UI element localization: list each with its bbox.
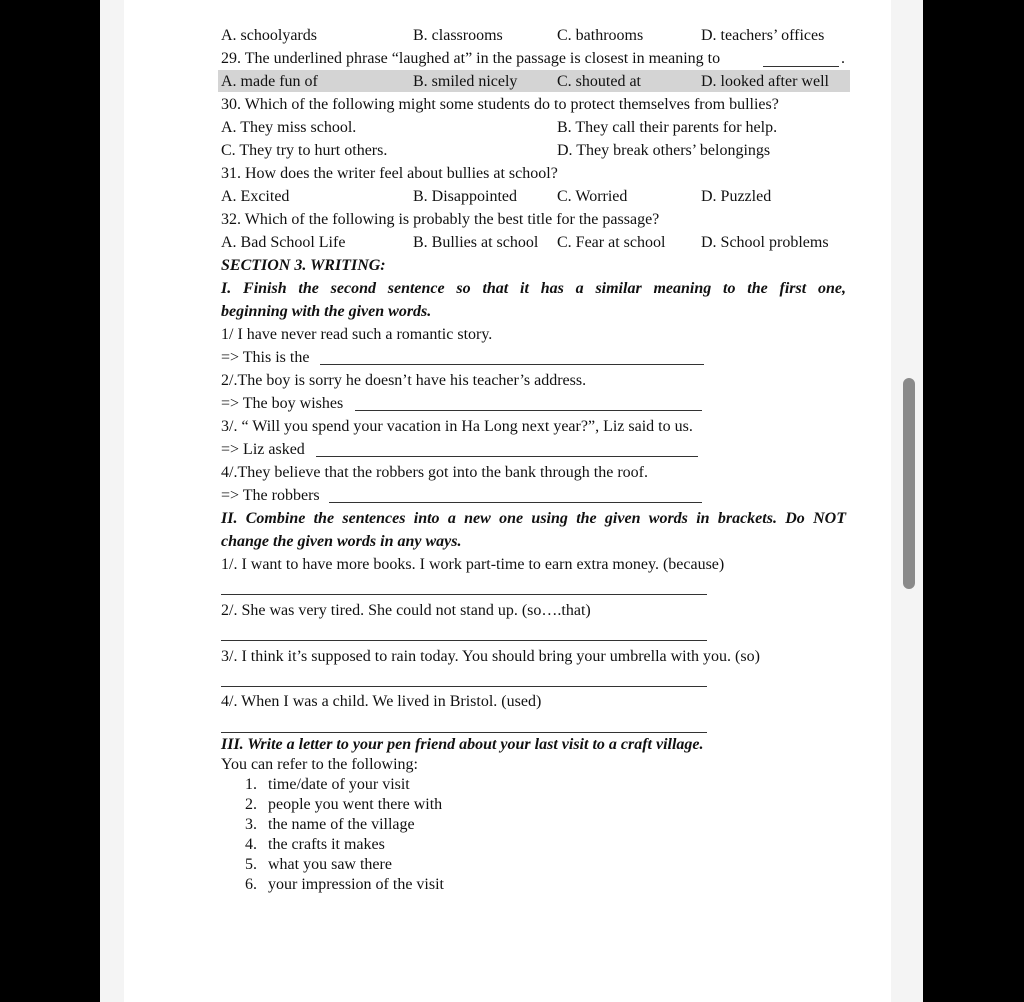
list-number: 1.: [245, 776, 257, 793]
answer-line[interactable]: [329, 502, 702, 503]
option[interactable]: A. They miss school.: [221, 119, 357, 136]
option[interactable]: A. made fun of: [221, 73, 318, 90]
rewrite-prompt: => This is the: [221, 349, 310, 366]
vertical-scrollbar-thumb[interactable]: [903, 378, 915, 589]
option[interactable]: D. School problems: [701, 234, 829, 251]
question-stem: 30. Which of the following might some students do to protect themselves from bullies?: [221, 96, 779, 113]
list-number: 2.: [245, 796, 257, 813]
rewrite-sentence: 2/.The boy is sorry he doesn’t have his teacher’s address.: [221, 372, 587, 389]
option[interactable]: C. Fear at school: [557, 234, 666, 251]
list-item: what you saw there: [268, 856, 392, 873]
option[interactable]: A. Excited: [221, 188, 290, 205]
answer-line[interactable]: [221, 732, 707, 733]
part2-instruction-cont: change the given words in any ways.: [221, 533, 462, 550]
question-stem-end: .: [841, 50, 845, 67]
rewrite-prompt: => Liz asked: [221, 441, 305, 458]
list-number: 4.: [245, 836, 257, 853]
option[interactable]: D. They break others’ belongings: [557, 142, 771, 159]
option[interactable]: C. shouted at: [557, 73, 641, 90]
answer-line[interactable]: [221, 640, 707, 641]
option[interactable]: D. looked after well: [701, 73, 829, 90]
combine-item: 1/. I want to have more books. I work part-time to earn extra money. (because): [221, 556, 725, 573]
answer-line[interactable]: [320, 364, 704, 365]
part2-instruction: II. Combine the sentences into a new one using the given words in brackets. Do NOT: [221, 510, 846, 527]
list-item: people you went there with: [268, 796, 443, 813]
rewrite-sentence: 4/.They believe that the robbers got into the bank through the roof.: [221, 464, 648, 481]
part3-intro: You can refer to the following:: [221, 756, 418, 773]
answer-line[interactable]: [316, 456, 698, 457]
answer-blank: [763, 66, 839, 67]
list-item: time/date of your visit: [268, 776, 410, 793]
option[interactable]: B. Bullies at school: [413, 234, 539, 251]
list-number: 5.: [245, 856, 257, 873]
part1-instruction: I. Finish the second sentence so that it has a similar meaning to the first one,: [221, 280, 846, 297]
question-stem: 31. How does the writer feel about bullies at school?: [221, 165, 558, 182]
combine-item: 2/. She was very tired. She could not stand up. (so….that): [221, 602, 591, 619]
option[interactable]: C. bathrooms: [557, 27, 644, 44]
rewrite-prompt: => The robbers: [221, 487, 320, 504]
list-item: the name of the village: [268, 816, 415, 833]
option[interactable]: A. Bad School Life: [221, 234, 346, 251]
list-item: your impression of the visit: [268, 876, 444, 893]
combine-item: 3/. I think it’s supposed to rain today. You should bring your umbrella with you. (so): [221, 648, 760, 665]
list-number: 6.: [245, 876, 257, 893]
answer-line[interactable]: [355, 410, 702, 411]
option[interactable]: B. Disappointed: [413, 188, 517, 205]
answer-line[interactable]: [221, 594, 707, 595]
part3-title: III. Write a letter to your pen friend about your last visit to a craft village.: [221, 736, 704, 753]
answer-line[interactable]: [221, 686, 707, 687]
option[interactable]: C. Worried: [557, 188, 628, 205]
option[interactable]: A. schoolyards: [221, 27, 317, 44]
rewrite-sentence: 1/ I have never read such a romantic story.: [221, 326, 493, 343]
option[interactable]: D. Puzzled: [701, 188, 772, 205]
option[interactable]: B. smiled nicely: [413, 73, 518, 90]
part1-instruction-cont: beginning with the given words.: [221, 303, 432, 320]
question-stem: 29. The underlined phrase “laughed at” in the passage is closest in meaning to: [221, 50, 721, 67]
option[interactable]: B. They call their parents for help.: [557, 119, 778, 136]
option[interactable]: B. classrooms: [413, 27, 503, 44]
list-number: 3.: [245, 816, 257, 833]
rewrite-sentence: 3/. “ Will you spend your vacation in Ha Long next year?”, Liz said to us.: [221, 418, 693, 435]
option[interactable]: D. teachers’ offices: [701, 27, 825, 44]
rewrite-prompt: => The boy wishes: [221, 395, 344, 412]
combine-item: 4/. When I was a child. We lived in Bristol. (used): [221, 693, 542, 710]
section-title: SECTION 3. WRITING:: [221, 257, 386, 274]
list-item: the crafts it makes: [268, 836, 385, 853]
option[interactable]: C. They try to hurt others.: [221, 142, 388, 159]
question-stem: 32. Which of the following is probably the best title for the passage?: [221, 211, 660, 228]
